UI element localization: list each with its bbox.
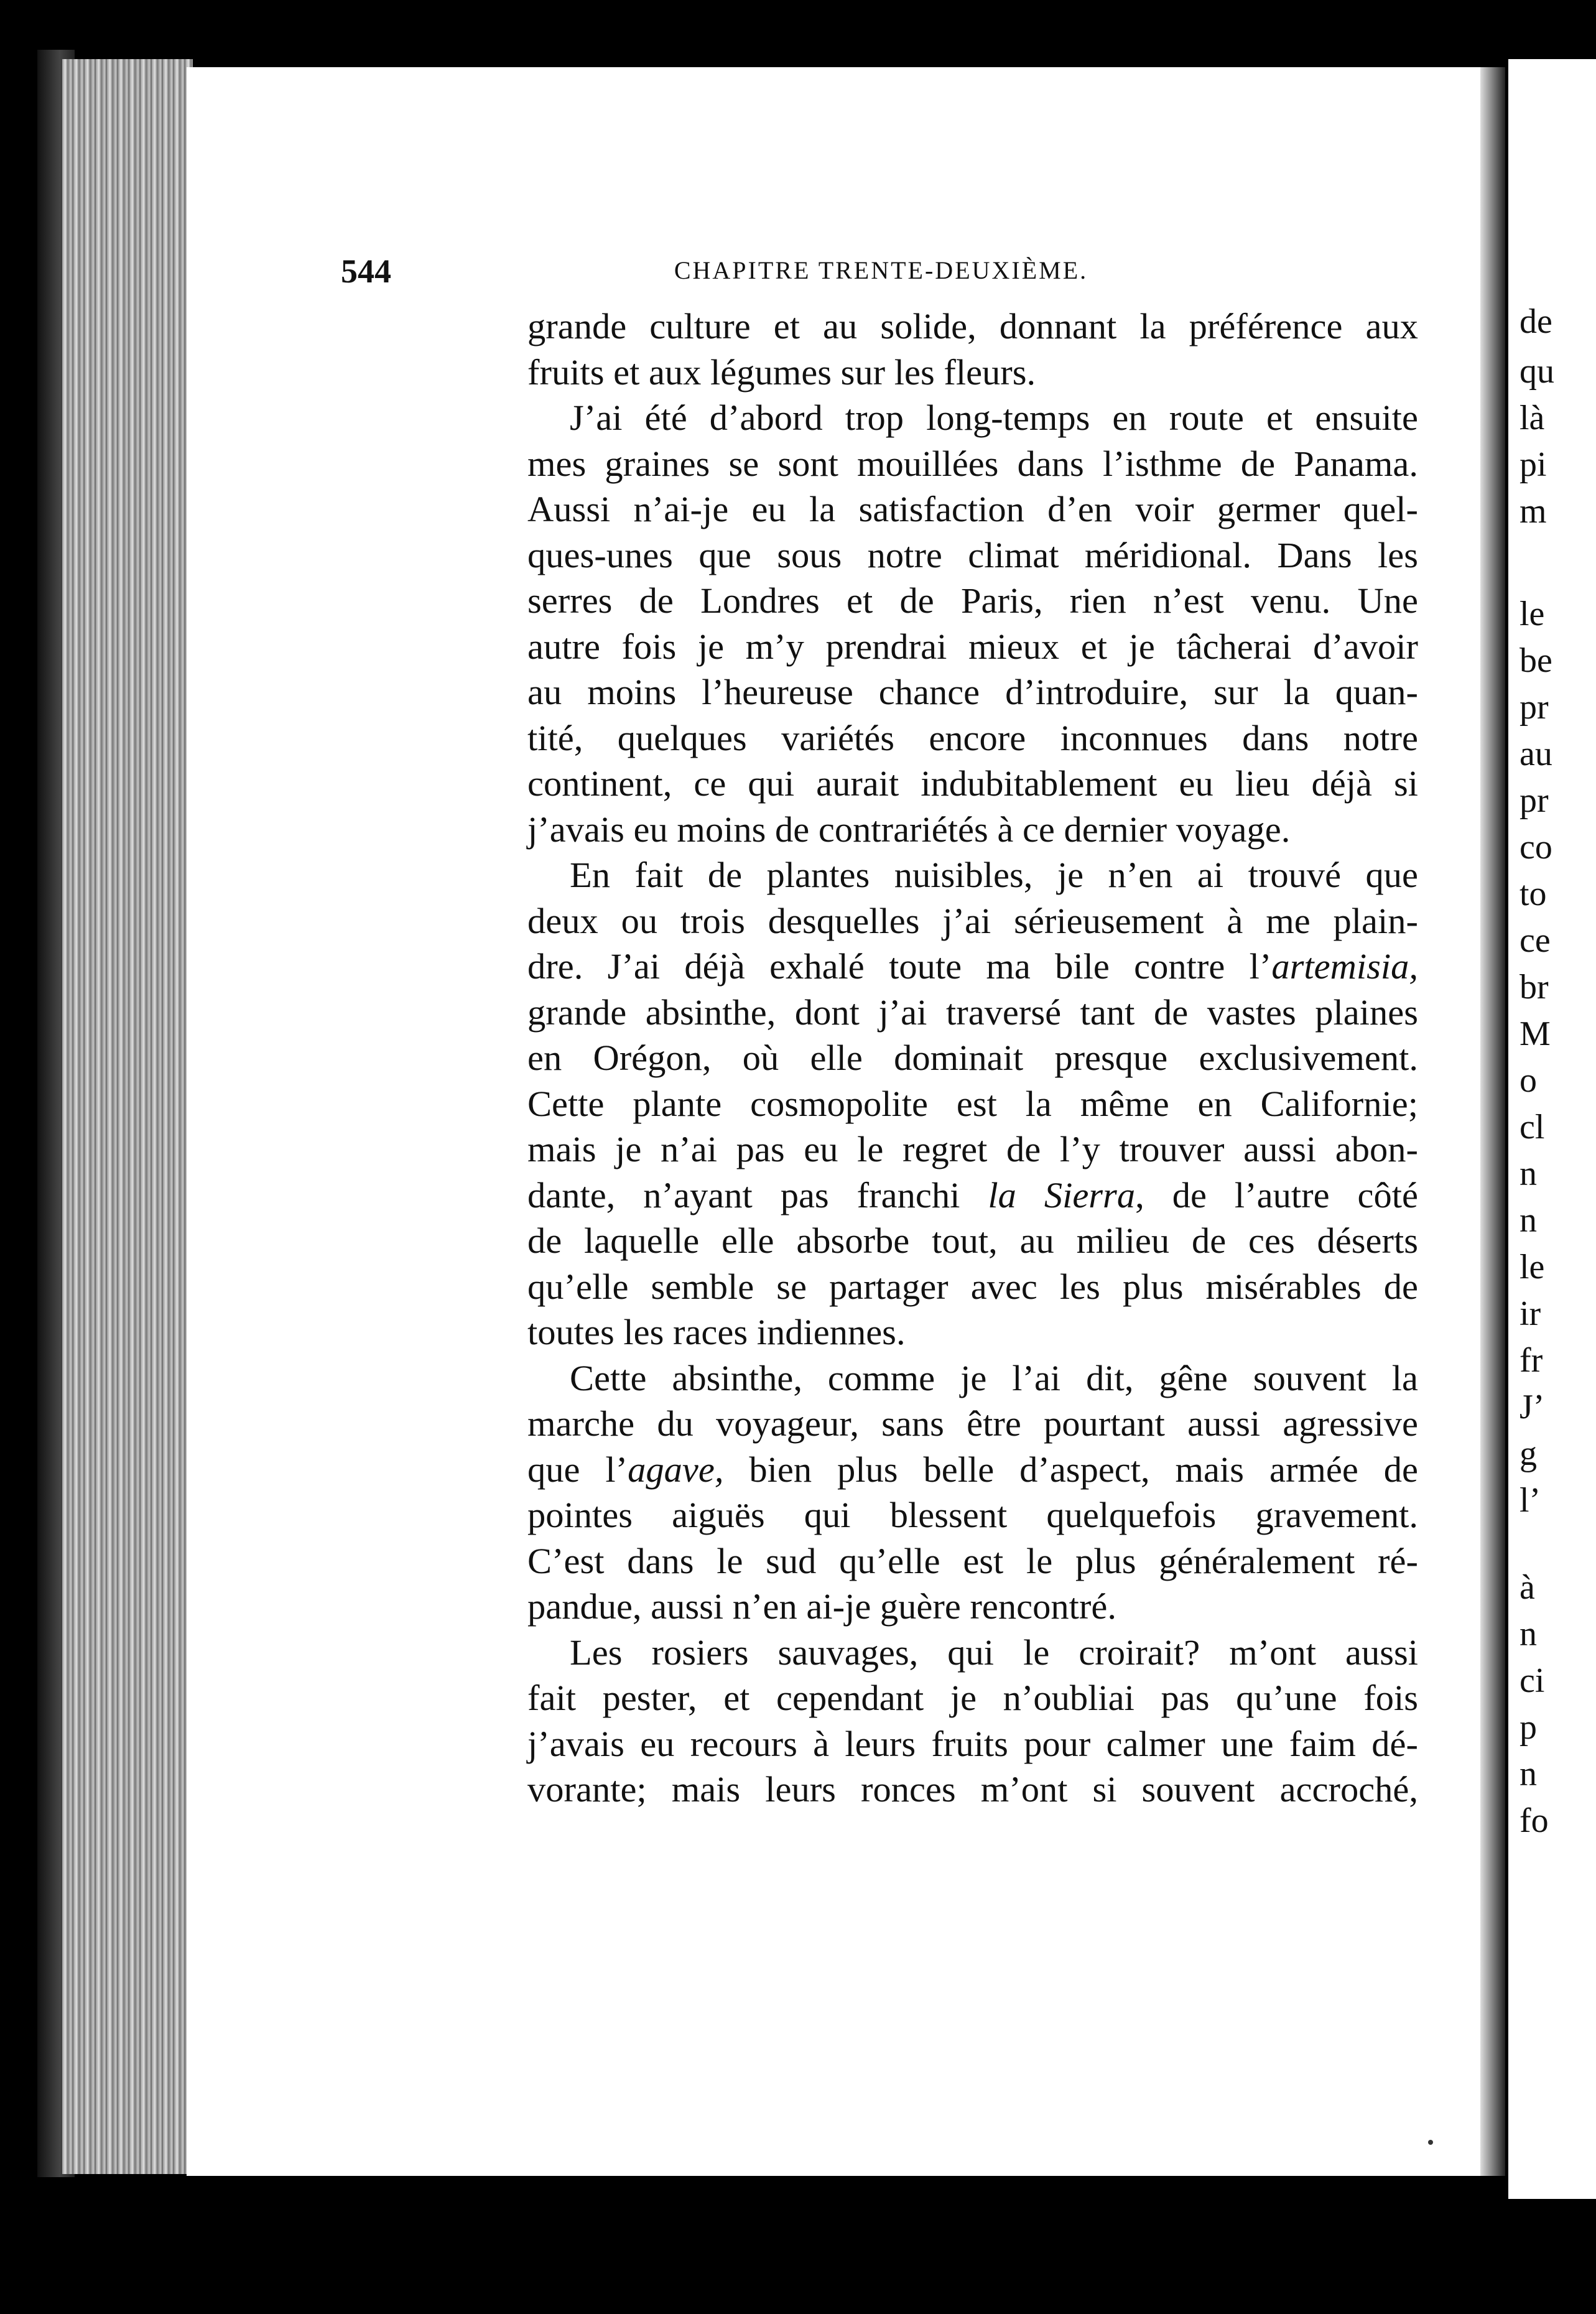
facing-fragment: co [1519,828,1552,867]
facing-fragment: cl [1519,1108,1545,1146]
facing-fragment: pr [1519,781,1549,820]
facing-fragment: J’ [1519,1388,1545,1426]
facing-fragment: g [1519,1434,1537,1473]
facing-fragment: m [1519,492,1547,531]
facing-fragment: au [1519,735,1552,773]
facing-fragment: à [1519,1568,1535,1607]
text-line: vorante; mais leurs ronces m’ont si souvent accroché, [527,1769,1418,1810]
text-line-mixed [527,1447,1418,1493]
text-line: Cette absinthe, comme je l’ai dit, gêne souvent la [570,1357,1418,1398]
facing-fragment: ce [1519,921,1551,960]
text-line: continent, ce qui aurait indubitablement eu lieu déjà si [527,763,1418,804]
facing-fragment: le [1519,1248,1545,1286]
facing-fragment: n [1519,1615,1537,1653]
text-line: J’ai été d’abord trop long-temps en route et ensuite [570,397,1418,438]
text-segment: que l’ [527,1449,628,1490]
text-line-mixed [527,1173,1418,1219]
text-line: mes graines se sont mouillées dans l’isthme de Panama. [527,443,1418,484]
text-line: deux ou trois desquelles j’ai sérieusement à me plain- [527,900,1418,941]
text-line: C’est dans le sud qu’elle est le plus généralement ré- [527,1540,1418,1581]
text-line: au moins l’heureuse chance d’introduire, sur la quan- [527,672,1418,712]
text-line: pandue, aussi n’en ai-je guère rencontré. [527,1586,1116,1627]
facing-page-sliver [1508,59,1596,2199]
text-line: Les rosiers sauvages, qui le croirait? m’ont aussi [570,1632,1418,1673]
text-line: j’avais eu recours à leurs fruits pour calmer une faim dé- [527,1723,1418,1764]
text-line: de laquelle elle absorbe tout, au milieu de ces déserts [527,1220,1418,1261]
facing-fragment: pr [1519,688,1549,727]
text-segment: bien plus belle d’aspect, mais armée de [723,1449,1419,1490]
italic-term: artemisia, [1271,946,1418,987]
facing-fragment: là [1519,399,1545,437]
text-line: ques-unes que sous notre climat méridional. Dans les [527,534,1418,575]
facing-fragment: pi [1519,445,1547,484]
scan-border [0,2202,1596,2314]
text-line: serres de Londres et de Paris, rien n’est venu. Une [527,580,1418,621]
text-line: grande absinthe, dont j’ai traversé tant de vastes plaines [527,992,1418,1033]
ink-speck [1428,2140,1433,2145]
facing-fragment: o [1519,1061,1537,1100]
text-line: En fait de plantes nuisibles, je n’en ai trouvé que [570,855,1418,895]
italic-term: la Sierra [988,1174,1136,1215]
text-line: pointes aiguës qui blessent quelquefois gravement. [527,1495,1418,1535]
text-line: fait pester, et cependant je n’oubliai pas qu’une fois [527,1678,1418,1718]
text-segment: dre. J’ai déjà exhalé toute ma bile contre l’ [527,946,1272,987]
facing-fragment: be [1519,641,1552,680]
italic-term: agave, [628,1449,724,1490]
text-line: toutes les races indiennes. [527,1312,906,1352]
gutter-shadow [1480,67,1505,2176]
text-line: autre fois je m’y prendrai mieux et je tâcherai d’avoir [527,626,1418,667]
facing-fragment: qu [1519,352,1554,391]
body-text [527,304,1418,1813]
text-line: mais je n’ai pas eu le regret de l’y trouver aussi abon- [527,1129,1418,1169]
facing-fragment: l’ [1519,1481,1541,1520]
text-line: en Orégon, où elle dominait presque exclusivement. [527,1038,1418,1078]
book-page-edges [62,59,193,2174]
text-line: fruits et aux légumes sur les fleurs. [527,351,1036,393]
text-line: grande culture et au solide, donnant la préférence aux [527,306,1418,346]
text-line: Aussi n’ai-je eu la satisfaction d’en voir germer quel- [527,489,1418,529]
page-number: 544 [341,253,391,290]
text-segment: , de l’autre côté [1135,1174,1418,1215]
text-line: tité, quelques variétés encore inconnues dans notre [527,717,1418,758]
facing-fragment: br [1519,968,1549,1006]
facing-fragment: ir [1519,1294,1541,1333]
running-head: CHAPITRE TRENTE-DEUXIÈME. [674,256,1088,284]
text-line: marche du voyageur, sans être pourtant aussi agressive [527,1403,1418,1444]
facing-fragment: p [1519,1708,1537,1747]
page-header [341,252,1421,295]
facing-fragment: de [1519,302,1552,341]
text-line: j’avais eu moins de contrariétés à ce dernier voyage. [527,809,1291,850]
text-line: qu’elle semble se partager avec les plus misérables de [527,1266,1418,1307]
facing-fragment: le [1519,595,1545,633]
facing-fragment: ci [1519,1661,1545,1700]
facing-fragment: n [1519,1755,1537,1793]
facing-fragment: M [1519,1015,1551,1053]
text-segment: dante, n’ayant pas franchi [527,1174,988,1215]
text-line: Cette plante cosmopolite est la même en Californie; [527,1083,1418,1124]
facing-fragment: fo [1519,1801,1549,1840]
facing-fragment: to [1519,875,1547,913]
facing-fragment: fr [1519,1341,1543,1380]
facing-fragment: n [1519,1155,1537,1193]
text-line-mixed [527,944,1418,990]
facing-fragment: n [1519,1201,1537,1240]
